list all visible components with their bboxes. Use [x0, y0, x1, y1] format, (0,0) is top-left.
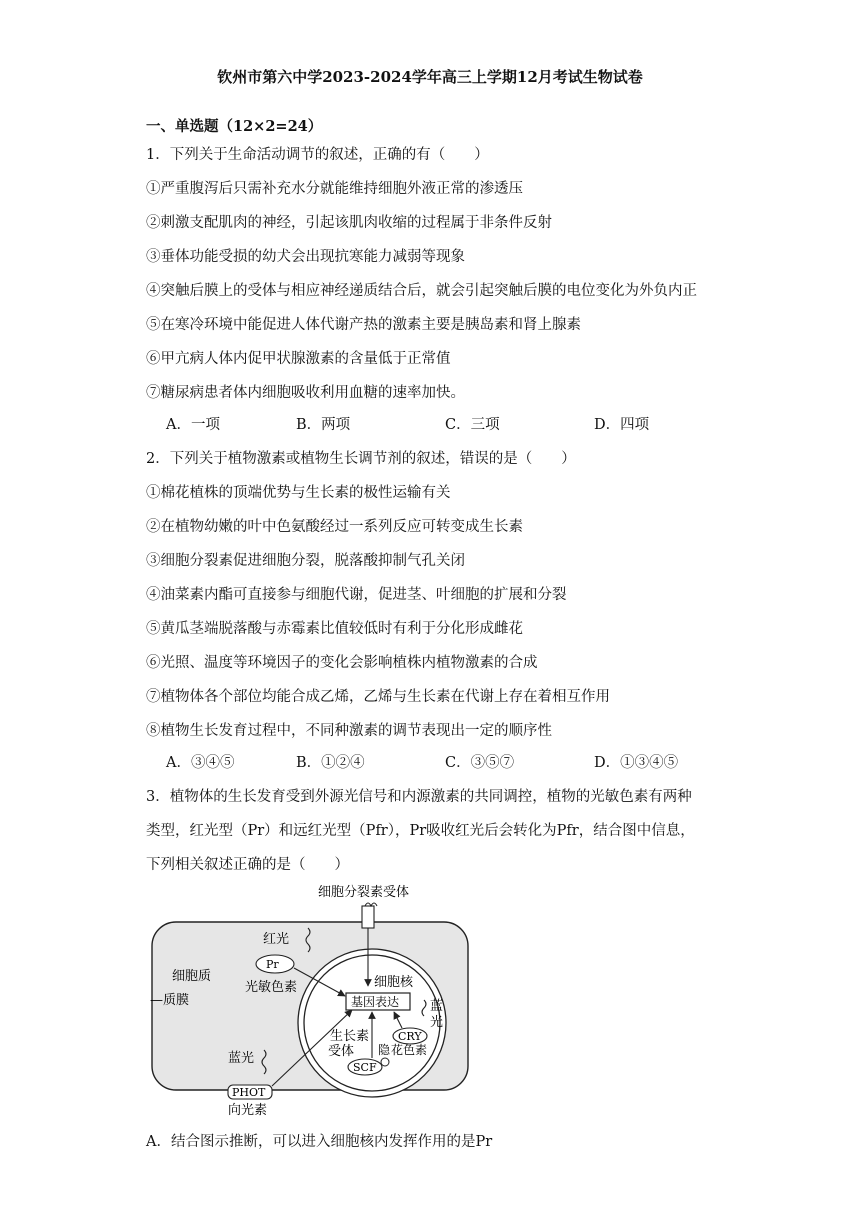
q2-statement-8: ⑧植物生长发育过程中，不同种激素的调节表现出一定的顺序性 — [146, 723, 552, 739]
question-3-stem-line-3: 下列相关叙述正确的是（ ） — [146, 857, 349, 873]
red-light-label: 红光 — [263, 932, 290, 947]
q2-option-b[interactable]: B．①②④ — [296, 755, 365, 771]
blue-light-label-left: 蓝光 — [228, 1051, 255, 1066]
q2-statement-5: ⑤黄瓜茎端脱落酸与赤霉素比值较低时有利于分化形成雌花 — [146, 621, 523, 637]
cytokinin-receptor-icon — [362, 906, 374, 928]
blue-light-label-right-1: 蓝 — [430, 999, 444, 1014]
q2-statement-6: ⑥光照、温度等环境因子的变化会影响植株内植物激素的合成 — [146, 655, 538, 671]
cry-label: CRY — [398, 1030, 422, 1043]
pr-label: Pr — [266, 958, 279, 971]
exam-title: 钦州市第六中学2023-2024学年高三上学期12月考试生物试卷 — [217, 68, 643, 86]
q2-statement-4: ④油菜素内酯可直接参与细胞代谢，促进茎、叶细胞的扩展和分裂 — [146, 587, 567, 603]
q2-option-a[interactable]: A．③④⑤ — [166, 755, 235, 771]
q1-statement-2: ②刺激支配肌肉的神经，引起该肌肉收缩的过程属于非条件反射 — [146, 215, 552, 231]
receptor-label: 细胞分裂素受体 — [318, 885, 410, 900]
q3-option-a[interactable]: A．结合图示推断，可以进入细胞核内发挥作用的是Pr — [146, 1134, 493, 1150]
q1-option-b[interactable]: B．两项 — [296, 417, 351, 433]
q1-statement-4: ④突触后膜上的受体与相应神经递质结合后，就会引起突触后膜的电位变化为外负内正 — [146, 283, 697, 299]
section-heading: 一、单选题（12×2=24） — [146, 118, 323, 135]
q1-statement-6: ⑥甲亢病人体内促甲状腺激素的含量低于正常值 — [146, 351, 451, 367]
q1-statement-7: ⑦糖尿病患者体内细胞吸收利用血糖的速率加快。 — [146, 385, 465, 401]
question-1-stem: 1．下列关于生命活动调节的叙述，正确的有（ ） — [146, 147, 489, 163]
gene-expression-label: 基因表达 — [351, 995, 400, 1009]
q1-option-d[interactable]: D．四项 — [594, 417, 650, 433]
q1-statement-1: ①严重腹泻后只需补充水分就能维持细胞外液正常的渗透压 — [146, 181, 523, 197]
plasma-membrane-label: —质膜 — [150, 993, 190, 1008]
blue-light-label-right-2: 光 — [430, 1015, 444, 1030]
cytoplasm-label: 细胞质 — [172, 969, 212, 984]
q1-option-c[interactable]: C．三项 — [445, 417, 500, 433]
auxin-receptor-label-1: 生长素 — [330, 1029, 370, 1044]
question-2-stem: 2．下列关于植物激素或植物生长调节剂的叙述，错误的是（ ） — [146, 451, 576, 467]
q2-option-c[interactable]: C．③⑤⑦ — [445, 755, 515, 771]
phototropin-label: 向光素 — [228, 1103, 268, 1118]
auxin-molecule-icon — [381, 1058, 389, 1066]
q1-statement-5: ⑤在寒冷环境中能促进人体代谢产热的激素主要是胰岛素和肾上腺素 — [146, 317, 581, 333]
question-3-stem-line-2: 类型，红光型（Pr）和远红光型（Pfr），Pr吸收红光后会转化为Pfr，结合图中信息， — [146, 823, 695, 839]
q2-statement-7: ⑦植物体各个部位均能合成乙烯，乙烯与生长素在代谢上存在着相互作用 — [146, 689, 610, 705]
q2-statement-1: ①棉花植株的顶端优势与生长素的极性运输有关 — [146, 485, 451, 501]
question-3-stem-line-1: 3．植物体的生长发育受到外源光信号和内源激素的共同调控，植物的光敏色素有两种 — [146, 789, 692, 805]
q1-statement-3: ③垂体功能受损的幼犬会出现抗寒能力减弱等现象 — [146, 249, 465, 265]
q1-option-a[interactable]: A．一项 — [166, 417, 220, 433]
cryptochrome-label-2: 花色素 — [391, 1043, 428, 1057]
q2-option-d[interactable]: D．①③④⑤ — [594, 755, 679, 771]
cell-signaling-diagram — [140, 880, 490, 1120]
phytochrome-label: 光敏色素 — [245, 980, 298, 995]
phot-label: PHOT — [232, 1086, 266, 1099]
q2-statement-2: ②在植物幼嫩的叶中色氨酸经过一系列反应可转变成生长素 — [146, 519, 523, 535]
auxin-receptor-label-2: 受体 — [328, 1044, 355, 1059]
nucleus-label: 细胞核 — [374, 975, 414, 990]
cryptochrome-label-1: 隐 — [378, 1043, 391, 1057]
scf-label: SCF — [353, 1061, 377, 1074]
q2-statement-3: ③细胞分裂素促进细胞分裂，脱落酸抑制气孔关闭 — [146, 553, 465, 569]
